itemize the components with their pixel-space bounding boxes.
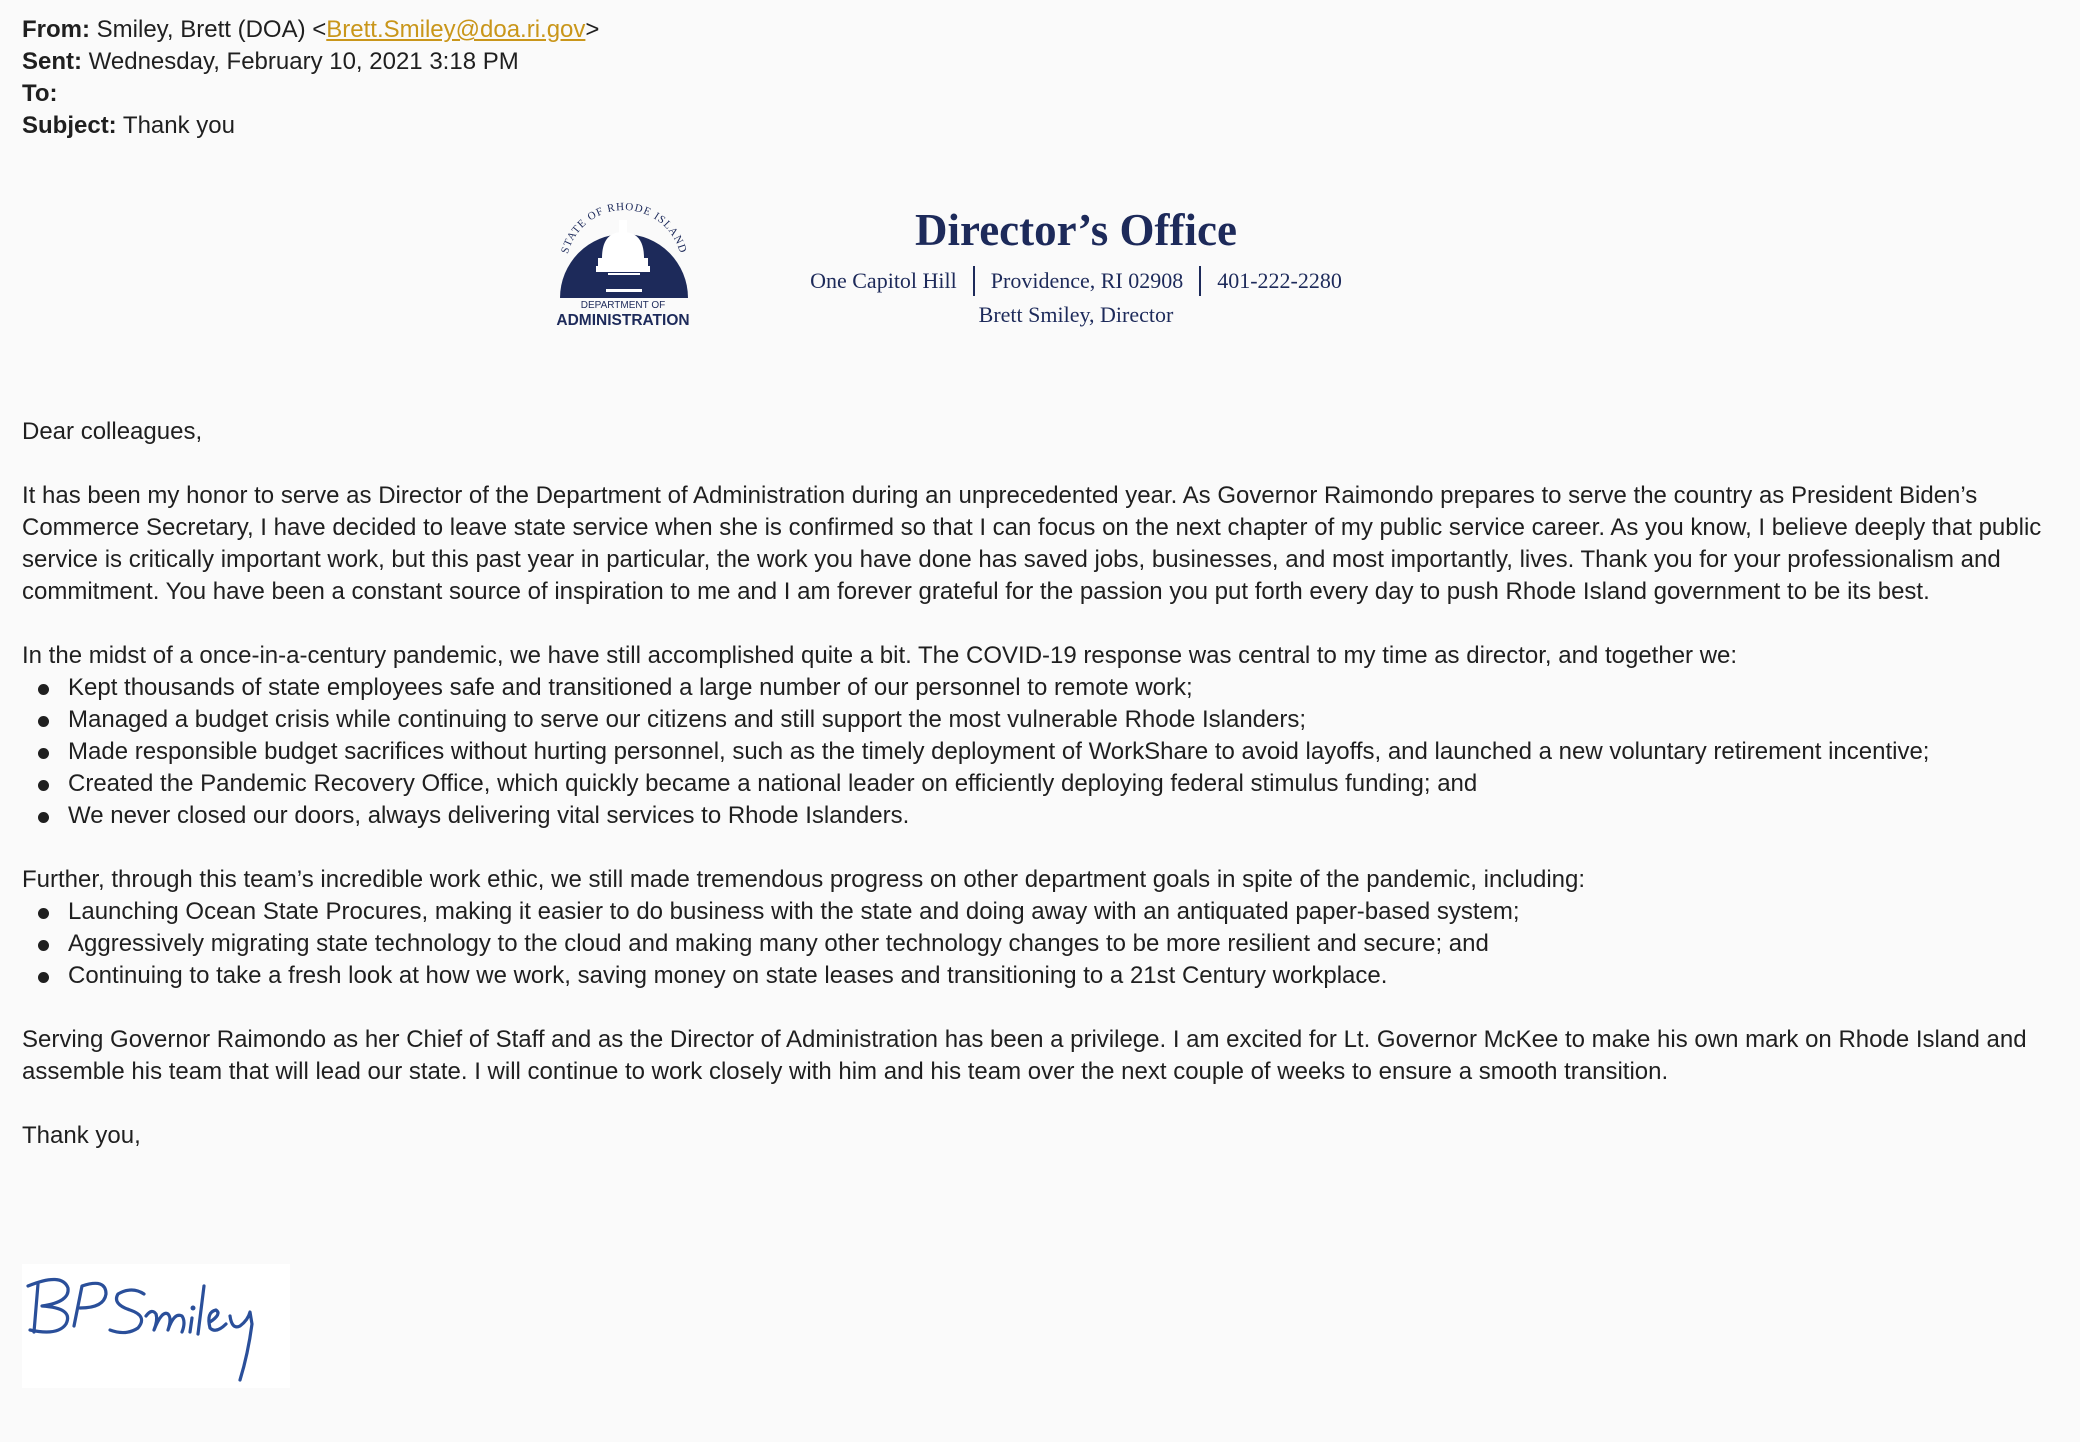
list-item: Created the Pandemic Recovery Office, which quickly became a national leader on efficiently deploying federal stimulus funding; and (22, 768, 2062, 800)
closing: Thank you, (22, 1122, 141, 1149)
signature-image (22, 1264, 290, 1388)
letterhead (538, 196, 1368, 336)
list-item: Made responsible budget sacrifices without hurting personnel, such as the timely deployment of WorkShare to avoid layoffs, and launched a new voluntary retirement incentive; (22, 736, 2062, 768)
signature-icon (22, 1264, 290, 1388)
sent-value: Wednesday, February 10, 2021 3:18 PM (88, 48, 519, 75)
to-label: To: (22, 80, 58, 107)
from-name: Smiley, Brett (DOA) < (96, 16, 327, 43)
email-body (22, 416, 2062, 1184)
letterhead-phone: 401-222-2280 (1217, 268, 1342, 293)
seal-arc-text: STATE OF RHODE ISLAND (558, 200, 690, 256)
letterhead-contact (786, 266, 1366, 296)
list-item: Kept thousands of state employees safe and transitioned a large number of our personnel to remote work; (22, 672, 2062, 704)
letterhead-address: One Capitol Hill (810, 268, 957, 293)
list-item: Continuing to take a fresh look at how we work, saving money on state leases and transitioning to a 21st Century workplace. (22, 960, 2062, 992)
letterhead-divider (1199, 266, 1201, 296)
accomplishments-list (22, 672, 2062, 832)
letterhead-city: Providence, RI 02908 (990, 268, 1184, 293)
department-seal-icon (538, 196, 708, 332)
email-headers (22, 14, 599, 142)
letterhead-title: Director’s Office (915, 205, 1237, 255)
list-item: Managed a budget crisis while continuing to serve our citizens and still support the most vulnerable Rhode Islanders; (22, 704, 2062, 736)
paragraph-2: In the midst of a once-in-a-century pandemic, we have still accomplished quite a bit. The COVID-19 response was central to my time as director, and together we: (22, 642, 1738, 669)
list-item: Launching Ocean State Procures, making it easier to do business with the state and doing away with an antiquated paper-based system; (22, 896, 2062, 928)
paragraph-1: It has been my honor to serve as Director of the Department of Administration during an unprecedented year. As Governor Raimondo prepares to serve the country as President Biden’s Commerce Secretary, I have decided to leave state service when she is confirmed so that I can focus on the next chapter of my public service career. As you know, I believe deeply that public service is critically important work, but this past year in particular, the work you have done has saved jobs, businesses, and most importantly, lives. Thank you for your professionalism and commitment. You have been a constant source of inspiration to me and I am forever grateful for the passion you put forth every day to push Rhode Island government to be its best. (22, 482, 2042, 605)
from-row (22, 14, 599, 46)
from-email-link[interactable]: Brett.Smiley@doa.ri.gov (326, 16, 586, 43)
subject-value: Thank you (122, 112, 235, 139)
paragraph-4: Serving Governor Raimondo as her Chief of Staff and as the Director of Administration has been a privilege. I am excited for Lt. Governor McKee to make his own mark on Rhode Island and assemble his team that will lead our state. I will continue to work closely with him and his team over the next couple of weeks to ensure a smooth transition. (22, 1026, 2027, 1085)
from-label: From: (22, 16, 90, 43)
subject-label: Subject: (22, 112, 117, 139)
letterhead-divider (973, 266, 975, 296)
sent-row (22, 46, 599, 78)
list-item: We never closed our doors, always delivering vital services to Rhode Islanders. (22, 800, 2062, 832)
greeting: Dear colleagues, (22, 418, 203, 445)
to-row (22, 78, 599, 110)
letterhead-director: Brett Smiley, Director (978, 302, 1174, 327)
seal-dept-text: DEPARTMENT OF (580, 300, 666, 311)
paragraph-3: Further, through this team’s incredible work ethic, we still made tremendous progress on other department goals in spite of the pandemic, including: (22, 866, 1586, 893)
list-item: Aggressively migrating state technology to the cloud and making many other technology changes to be more resilient and secure; and (22, 928, 2062, 960)
goals-list (22, 896, 2062, 992)
subject-row (22, 110, 599, 142)
seal-admin-text: ADMINISTRATION (556, 312, 690, 329)
sent-label: Sent: (22, 48, 82, 75)
from-close: > (585, 16, 600, 43)
